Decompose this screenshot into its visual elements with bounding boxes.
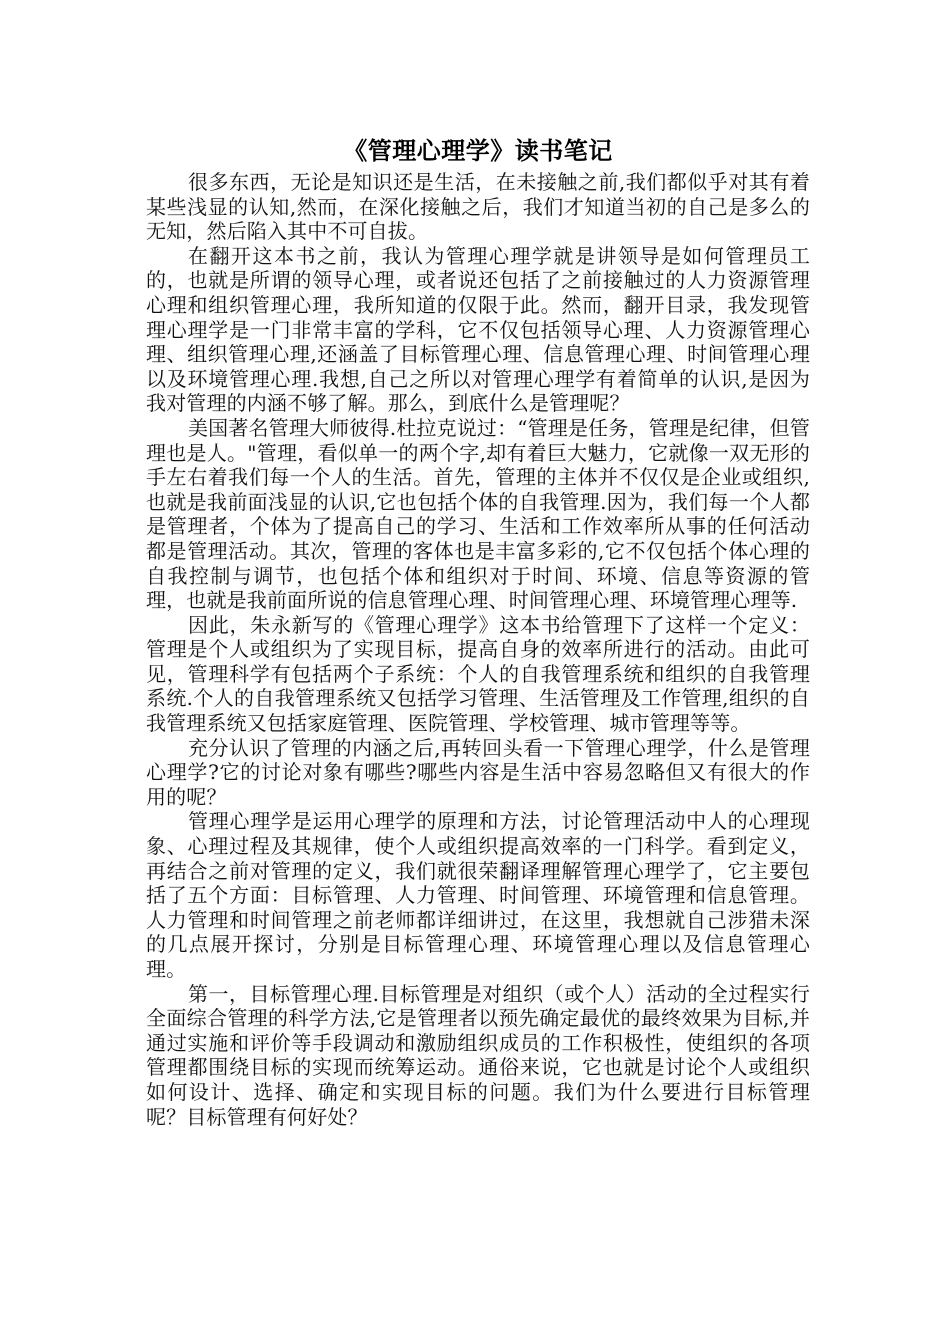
document-title: 《管理心理学》读书笔记	[343, 137, 613, 165]
paragraph-7: 第一，目标管理心理.目标管理是对组织（或个人）活动的全过程实行全面综合管理的科学方法,它是管理者以预先确定最优的最终效果为目标,并通过实施和评价等手段调动和激励组织成员的工作积极性，使组织的各项管理都围绕目标的实现而统筹运动。通俗来说，它也就是讨论个人或组织如何设计、选择、确定和实现目标的问题。我们为什么要进行目标管理呢？目标管理有何好处？	[146, 981, 810, 1129]
paragraph-5: 充分认识了管理的内涵之后,再转回头看一下管理心理学，什么是管理心理学?它的讨论对象有哪些?哪些内容是生活中容易忽略但又有很大的作用的呢？	[146, 735, 810, 809]
paragraph-1: 很多东西，无论是知识还是生活，在未接触之前,我们都似乎对其有着某些浅显的认知,然而，在深化接触之后，我们才知道当初的自己是多么的无知，然后陷入其中不可自拔。	[146, 170, 810, 244]
paragraph-4: 因此，朱永新写的《管理心理学》这本书给管理下了这样一个定义：管理是个人或组织为了实现目标，提高自身的效率所进行的活动。由此可见，管理科学有包括两个子系统：个人的自我管理系统和组织的自我管理系统.个人的自我管理系统又包括学习管理、生活管理及工作管理,组织的自我管理系统又包括家庭管理、医院管理、学校管理、城市管理等等。	[146, 612, 810, 736]
paragraph-6: 管理心理学是运用心理学的原理和方法，讨论管理活动中人的心理现象、心理过程及其规律，使个人或组织提高效率的一门科学。看到定义，再结合之前对管理的定义，我们就很荣翻译理解管理心理学了，它主要包括了五个方面：目标管理、人力管理、时间管理、环境管理和信息管理。人力管理和时间管理之前老师都详细讲过，在这里，我想就自己涉猎未深的几点展开探讨，分别是目标管理心理、环境管理心理以及信息管理心理。	[146, 809, 810, 981]
document-body	[146, 136, 810, 1129]
paragraph-3: 美国著名管理大师彼得.杜拉克说过：“管理是任务，管理是纪律，但管理也是人。"管理，看似单一的两个字,却有着巨大魅力，它就像一双无形的手左右着我们每一个人的生活。首先，管理的主体并不仅仅是企业或组织,也就是我前面浅显的认识,它也包括个体的自我管理.因为，我们每一个人都是管理者，个体为了提高自己的学习、生活和工作效率所从事的任何活动都是管理活动。其次，管理的客体也是丰富多彩的,它不仅包括个体心理的自我控制与调节，也包括个体和组织对于时间、环境、信息等资源的管理，也就是我前面所说的信息管理心理、时间管理心理、环境管理心理等.	[146, 415, 810, 613]
paragraph-2: 在翻开这本书之前，我认为管理心理学就是讲领导是如何管理员工的，也就是所谓的领导心理，或者说还包括了之前接触过的人力资源管理心理和组织管理心理，我所知道的仅限于此。然而，翻开目录，我发现管理心理学是一门非常丰富的学科，它不仅包括领导心理、人力资源管理心理、组织管理心理,还涵盖了目标管理心理、信息管理心理、时间管理心理以及环境管理心理.我想,自己之所以对管理心理学有着简单的认识,是因为我对管理的内涵不够了解。那么，到底什么是管理呢？	[146, 243, 810, 416]
